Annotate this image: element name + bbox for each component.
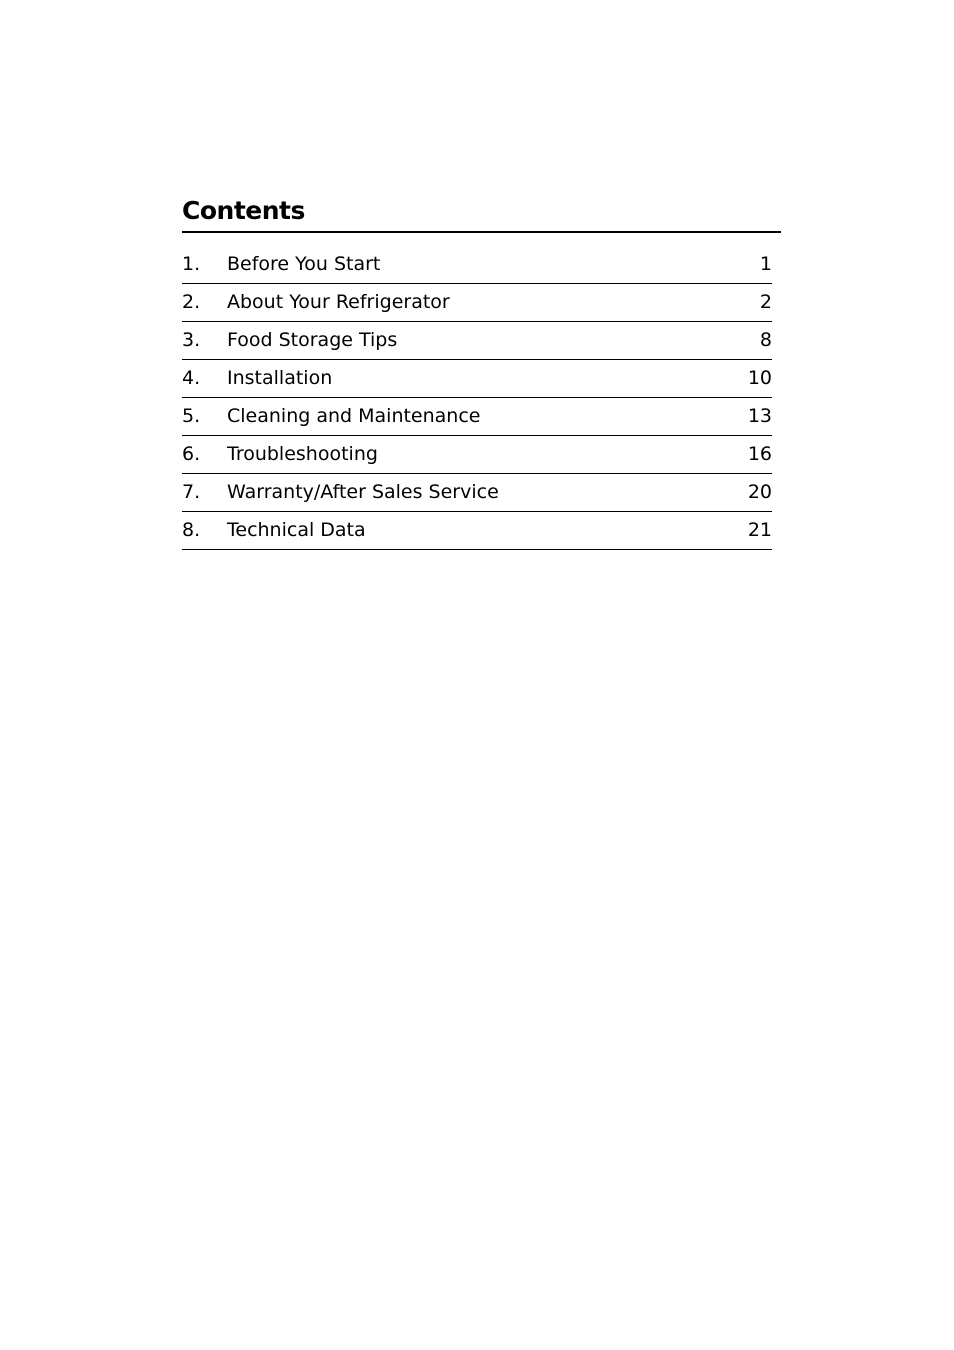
toc-entry-about-your-refrigerator[interactable] (182, 284, 772, 322)
toc-entry-label: Warranty/After Sales Service (227, 481, 499, 503)
toc-entry-page: 1 (759, 253, 772, 275)
toc-entry-label: Cleaning and Maintenance (227, 405, 481, 427)
page-title: Contents (182, 192, 781, 233)
toc-entry-number: 3. (182, 329, 201, 351)
toc-entry-technical-data[interactable] (182, 512, 772, 550)
toc-entry-page: 16 (747, 443, 772, 465)
toc-entry-food-storage-tips[interactable] (182, 322, 772, 360)
toc-entry-number: 2. (182, 291, 201, 313)
toc-entry-number: 7. (182, 481, 201, 503)
toc-entry-page: 2 (759, 291, 772, 313)
toc-entry-page: 13 (747, 405, 772, 427)
toc-entry-label: Technical Data (227, 519, 366, 541)
toc-entry-number: 6. (182, 443, 201, 465)
table-of-contents (182, 192, 781, 550)
toc-entry-before-you-start[interactable] (182, 246, 772, 284)
toc-entry-label: About Your Refrigerator (227, 291, 450, 313)
toc-entry-label: Before You Start (227, 253, 381, 275)
toc-entry-label: Troubleshooting (227, 443, 378, 465)
toc-entry-installation[interactable] (182, 360, 772, 398)
toc-entry-cleaning-and-maintenance[interactable] (182, 398, 772, 436)
toc-entry-number: 8. (182, 519, 201, 541)
toc-entry-page: 8 (759, 329, 772, 351)
toc-entry-label: Food Storage Tips (227, 329, 398, 351)
toc-entry-number: 1. (182, 253, 201, 275)
toc-entry-warranty-after-sales-service[interactable] (182, 474, 772, 512)
toc-list (182, 246, 772, 550)
toc-entry-number: 5. (182, 405, 201, 427)
toc-entry-page: 10 (747, 367, 772, 389)
toc-entry-page: 20 (747, 481, 772, 503)
toc-entry-troubleshooting[interactable] (182, 436, 772, 474)
toc-entry-number: 4. (182, 367, 201, 389)
toc-entry-page: 21 (747, 519, 772, 541)
toc-entry-label: Installation (227, 367, 333, 389)
